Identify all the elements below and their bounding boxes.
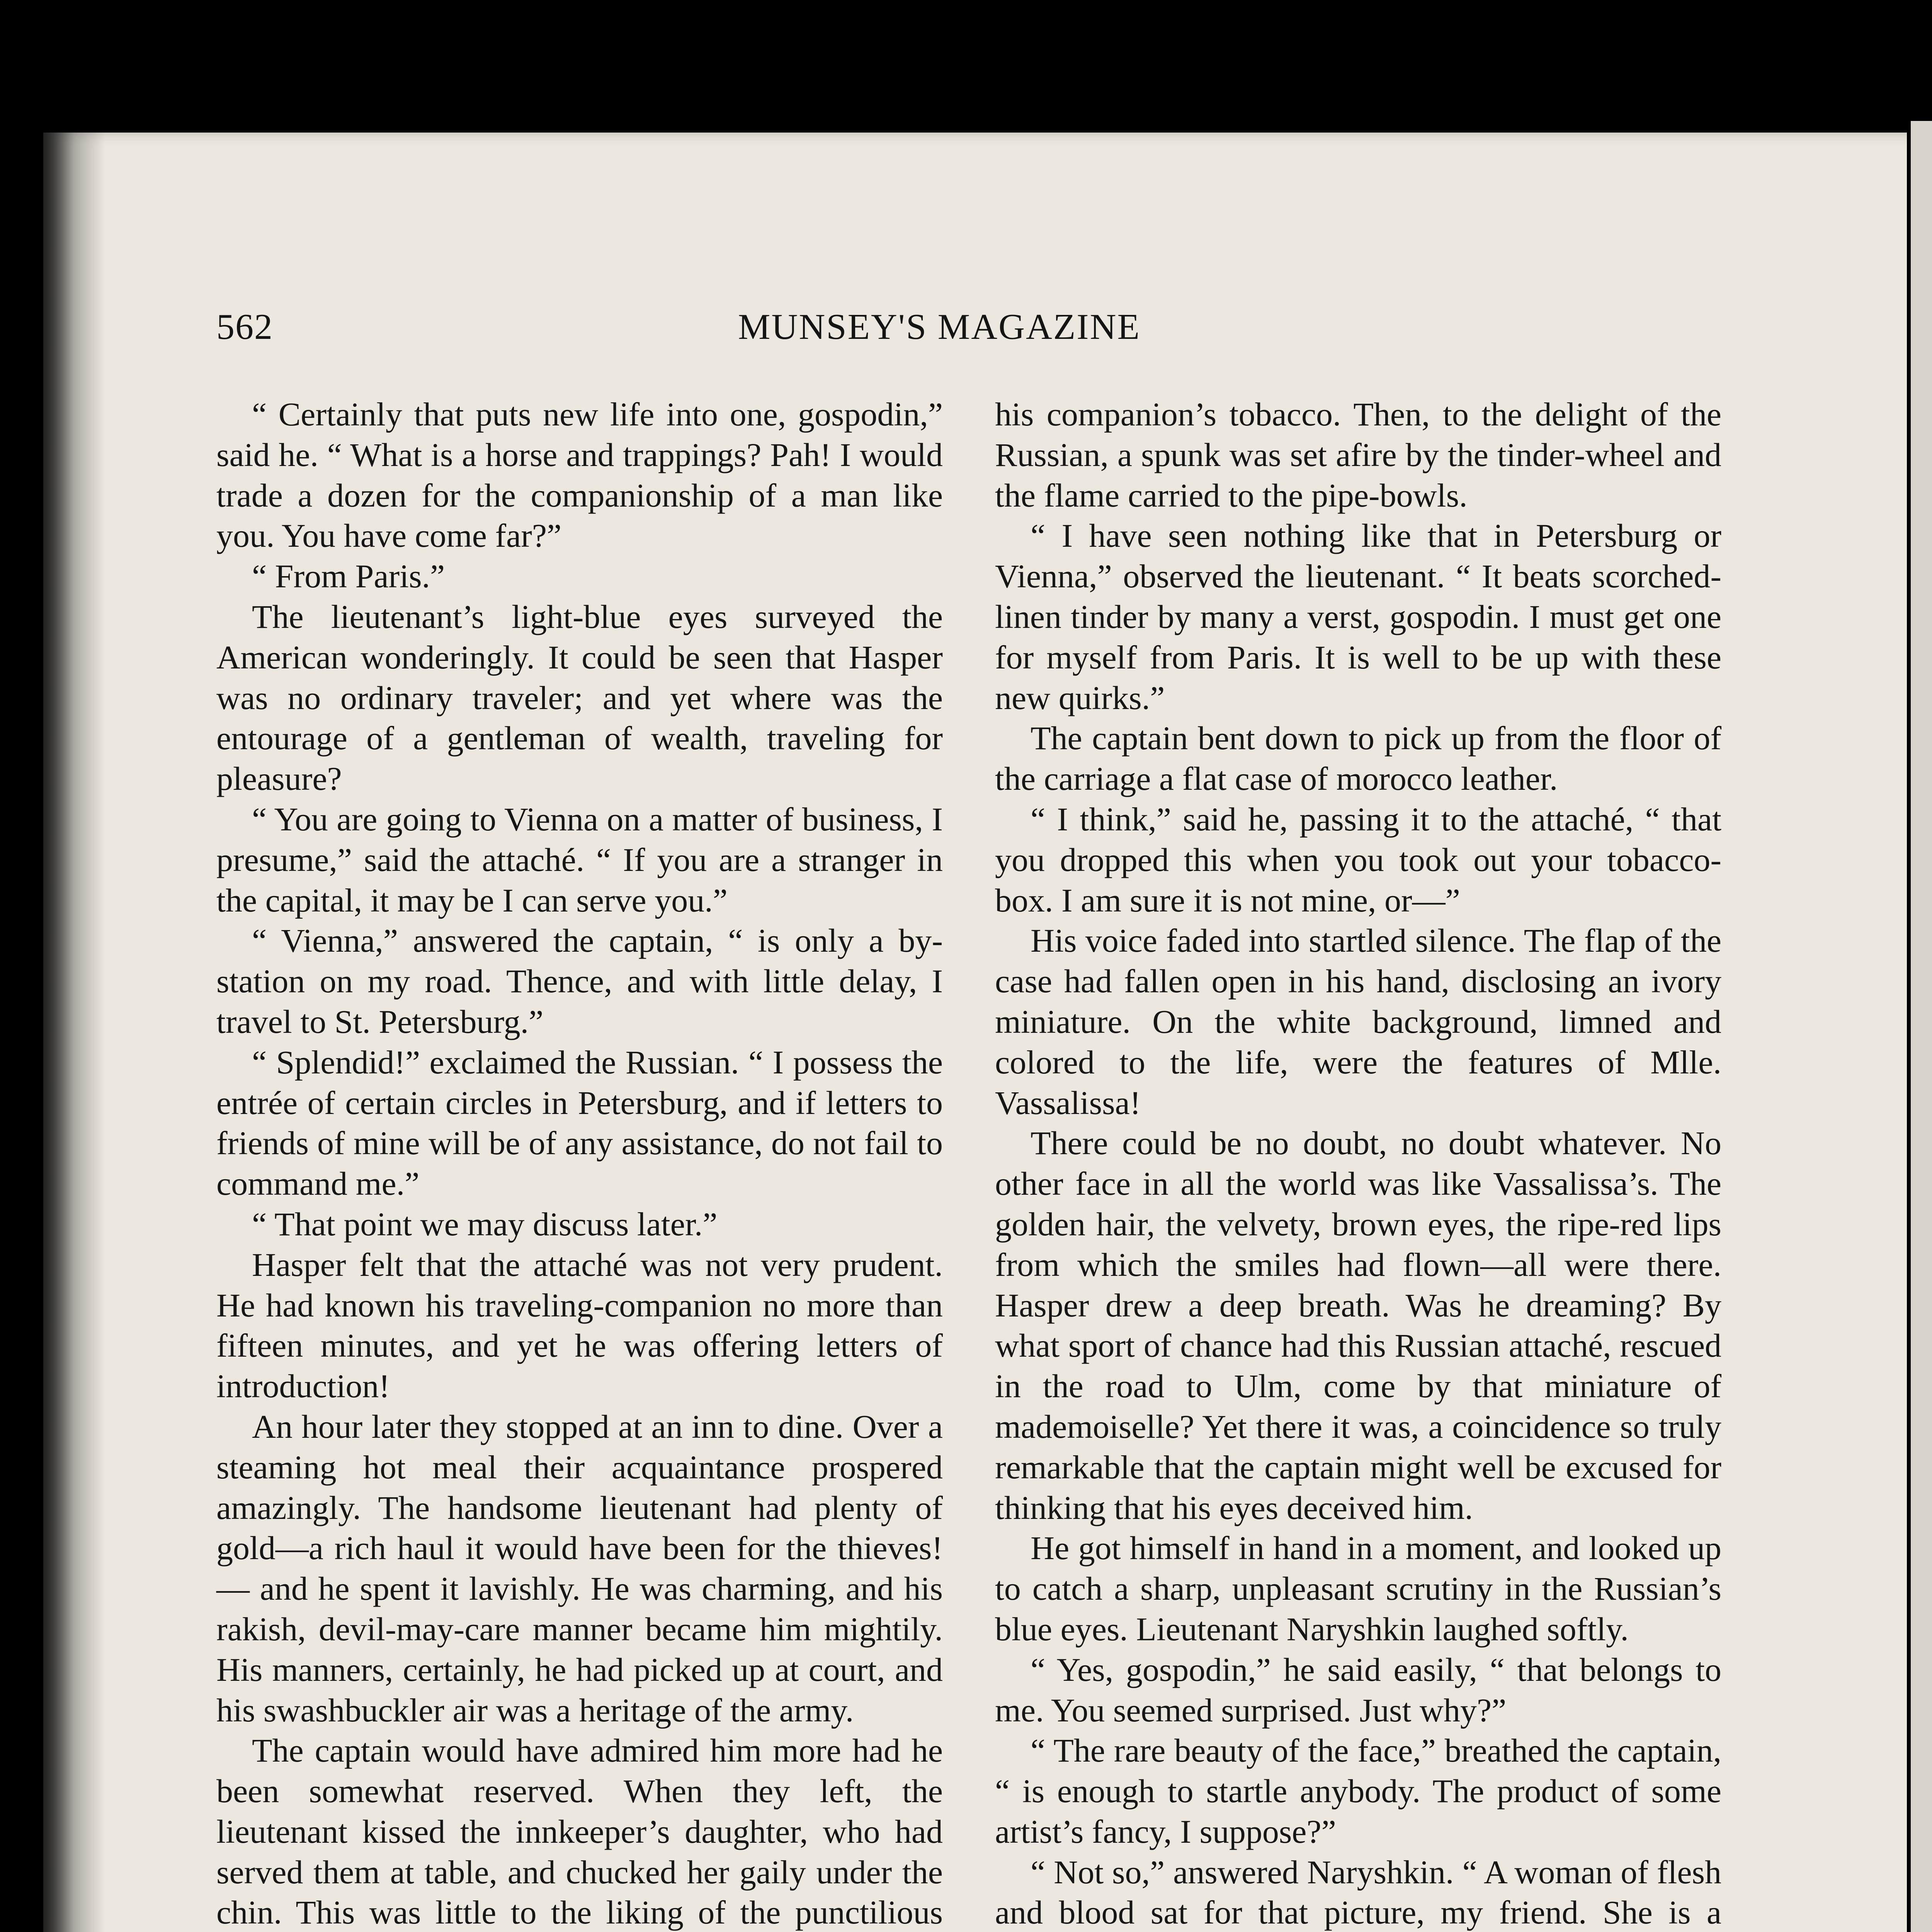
paragraph: The captain would have admired him more had he been somewhat reserved. When they left, the lieutenant kissed the innkeeper’s daughter, who had served them at table, and chucked her gaily under the chin. This was little to the liking of the punctilious: [216, 1732, 943, 1931]
paragraph: “ Certainly that puts new life into one, gospodin,” said he. “ What is a horse and trappings? Pah! I would trade a dozen for the companionship of a man like you. You have come far?”: [216, 396, 943, 554]
paragraph: His voice faded into startled silence. The flap of the case had fallen open in his hand, disclosing an ivory miniature. On the white background, limned and colored to the life, were the features of Mlle. Vassalissa!: [995, 922, 1721, 1121]
page-header: [216, 306, 1731, 352]
paragraph: The captain bent down to pick up from the floor of the carriage a flat case of morocco leather.: [995, 719, 1721, 798]
paragraph: “ Splendid!” exclaimed the Russian. “ I possess the entrée of certain circles in Petersburg, and if letters to friends of mine will be of any assistance, do not fail to command me.”: [216, 1043, 943, 1202]
paragraph: An hour later they stopped at an inn to dine. Over a steaming hot meal their acquaintance prospered amazingly. The handsome lieutenant had plenty of gold—a rich haul it would have been for the thieves! — and he spent it lavishly. He was charming, and his rakish, devil-may-care manner became him mightily. His manners, certainly, he had picked up at court, and his swashbuckler air was a heritage of the army.: [216, 1408, 943, 1729]
paragraph: “ Vienna,” answered the captain, “ is only a by-station on my road. Thence, and with little delay, I travel to St. Petersburg.”: [216, 922, 943, 1040]
paragraph: “ I think,” said he, passing it to the attaché, “ that you dropped this when you took out your tobacco-box. I am sure it is not mine, or—”: [995, 800, 1721, 919]
paragraph: his companion’s tobacco. Then, to the delight of the Russian, a spunk was set afire by the tinder-wheel and the flame carried to the pipe-bowls.: [995, 396, 1721, 514]
right-text-column: [995, 394, 1721, 1932]
paragraph: “ That point we may discuss later.”: [252, 1205, 718, 1243]
facing-page-edge: [1911, 121, 1932, 1932]
paragraph: Hasper felt that the attaché was not very prudent. He had known his traveling-companion no more than fifteen minutes, and yet he was offering letters of introduction!: [216, 1246, 943, 1405]
paragraph: “ Yes, gospodin,” he said easily, “ that belongs to me. You seemed surprised. Just why?”: [995, 1651, 1721, 1729]
paragraph: “ I have seen nothing like that in Petersburg or Vienna,” observed the lieutenant. “ It beats scorched-linen tinder by many a verst, gospodin. I must get one for myself from Paris. It is well to be up with these new quirks.”: [995, 517, 1721, 716]
paragraph: The lieutenant’s light-blue eyes surveyed the American wonderingly. It could be seen that Hasper was no ordinary traveler; and yet where was the entourage of a gentleman of wealth, traveling for pleasure?: [216, 598, 943, 798]
paragraph: He got himself in hand in a moment, and looked up to catch a sharp, unpleasant scrutiny in the Russian’s blue eyes. Lieutenant Naryshkin laughed softly.: [995, 1529, 1721, 1648]
paragraph: “ The rare beauty of the face,” breathed the captain, “ is enough to startle anybody. The product of some artist’s fancy, I suppose?”: [995, 1732, 1721, 1850]
binding-shadow: [43, 133, 105, 1932]
paragraph: There could be no doubt, no doubt whatever. No other face in all the world was like Vassalissa’s. The golden hair, the velvety, brown eyes, the ripe-red lips from which the smiles had flown—all were there. Hasper drew a deep breath. Was he dreaming? By what sport of chance had this Russian attaché, rescued in the road to Ulm, come by that miniature of mademoiselle? Yet there it was, a coincidence so truly remarkable that the captain might well be excused for thinking that his eyes deceived him.: [995, 1124, 1721, 1526]
paragraph: “ Not so,” answered Naryshkin. “ A woman of flesh and blood sat for that picture, my friend. She is a: [995, 1853, 1721, 1931]
paragraph: “ From Paris.”: [252, 558, 445, 595]
left-text-column: [216, 394, 943, 1932]
running-head: MUNSEY'S MAGAZINE: [738, 307, 1141, 347]
page-number: 562: [216, 307, 273, 347]
paragraph: “ You are going to Vienna on a matter of business, I presume,” said the attaché. “ If you are a stranger in the capital, it may be I can serve you.”: [216, 800, 943, 919]
